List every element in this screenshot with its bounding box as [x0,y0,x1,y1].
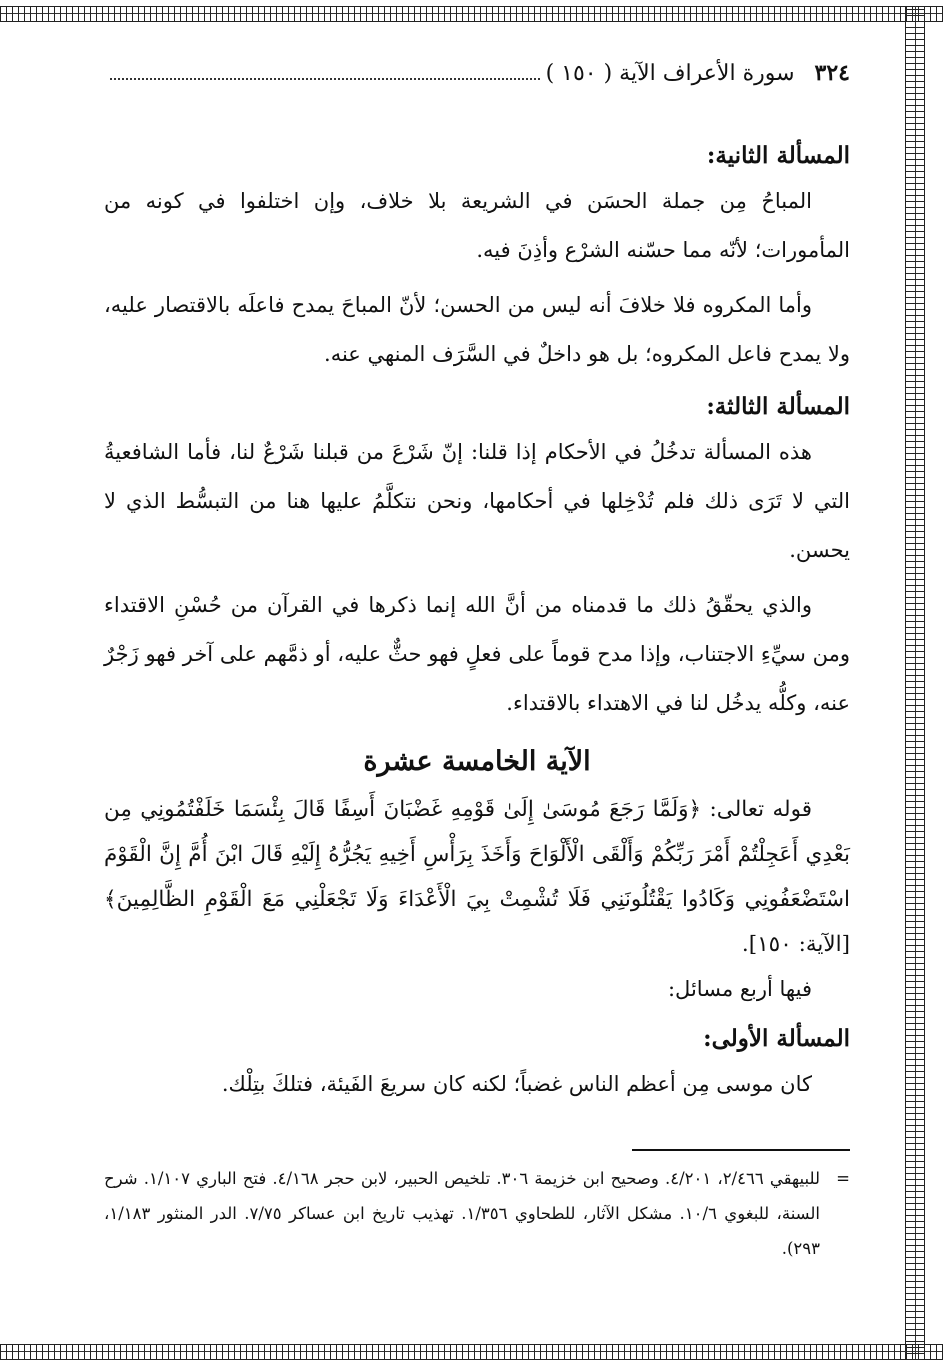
footnote-marker: = [836,1169,850,1188]
paragraph: المباحُ مِن جملة الحسَن في الشريعة بلا خلاف، وإن اختلفوا في كونه من المأمورات؛ لأنّه مما حسّنه الشرْع وأذِنَ فيه. [104,189,850,262]
running-header [104,60,850,94]
footnote-rule [632,1149,850,1151]
surah-title: سورة الأعراف الآية ( ١٥٠ ) [545,61,795,86]
ayah-section-title: الآية الخامسة عشرة [363,746,591,777]
quran-passage: قوله تعالى: ﴿وَلَمَّا رَجَعَ مُوسَىٰ إِلَىٰ قَوْمِهِ غَضْبَانَ أَسِفًا قَالَ بِئْسَمَا خَلَفْتُمُونِي مِن بَعْدِي أَعَجِلْتُمْ أَمْرَ رَبِّكُمْ وَأَلْقَى الْأَلْوَاحَ وَأَخَذَ بِرَأْسِ أَخِيهِ يَجُرُّهُ إِلَيْهِ قَالَ ابْنَ أُمَّ إِنَّ الْقَوْمَ اسْتَضْعَفُونِي وَكَادُوا يَقْتُلُونَنِي فَلَا تُشْمِتْ بِيَ الْأَعْدَاءَ وَلَا تَجْعَلْنِي مَعَ الْقَوْمِ الظَّالِمِينَ﴾ [الآية: ١٥٠]. [104,797,850,957]
paragraph: والذي يحقّقُ ذلك ما قدمناه من أنَّ الله إنما ذكرها في القرآن من حُسْنِ الاقتداء ومن سيِّءِ الاجتناب، وإذا مدح قوماً على فعلٍ فهو حثٌّ عليه، أو ذمَّهم على آخر فهو زَجْرٌ عنه، وكلُّه يدخُل لنا في الاهتداء بالاقتداء. [104,593,850,715]
footnote-text: للبيهقي ٢/٤٦٦، ٤/٢٠١. وصحيح ابن خزيمة ٣٠٦. تلخيص الحبير، لابن حجر ٤/١٦٨. فتح الباري ١/١٠٧. شرح السنة، للبغوي ١٠/٦. مشكل الآثار، للطحاوي ١/٣٥٦. تهذيب تاريخ ابن عساكر ٧/٧٥. الدر المنثور ١/١٨٣، ٢٩٣). [104,1169,821,1258]
body-text [104,142,850,1109]
paragraph: وأما المكروه فلا خلافَ أنه ليس من الحسن؛ لأنّ المباحَ يمدح فاعلَه بالاقتصار عليه، ولا يمدح فاعل المكروه؛ بل هو داخلٌ في السَّرَف المنهي عنه. [104,293,850,366]
page-content [104,60,850,1266]
page-number: ٣٢٤ [814,60,850,86]
heading-third-issue: المسألة الثالثة: [706,393,850,420]
header-dots [110,78,540,80]
intro-line: فيها أربع مسائل: [667,977,812,1001]
paragraph: كان موسى مِن أعظم الناس غضباً؛ لكنه كان سريعَ الفَيئة، فتلكَ بتِلْك. [221,1072,812,1096]
heading-second-issue: المسألة الثانية: [706,142,850,169]
heading-first-issue: المسألة الأولى: [703,1025,850,1052]
footnote [104,1161,850,1266]
decorative-border-right [905,6,925,1360]
decorative-border-bottom [0,1344,943,1360]
decorative-border-top [0,6,943,22]
paragraph: هذه المسألة تدخُلُ في الأحكام إذا قلنا: إنّ شَرْعَ من قبلنا شَرْعٌ لنا، فأما الشافعيةُ التي لا تَرَى ذلك فلم تُدْخِلها في أحكامها، ونحن نتكلَّمُ عليها هنا من التبسُّط الذي لا يحسن. [104,440,850,562]
